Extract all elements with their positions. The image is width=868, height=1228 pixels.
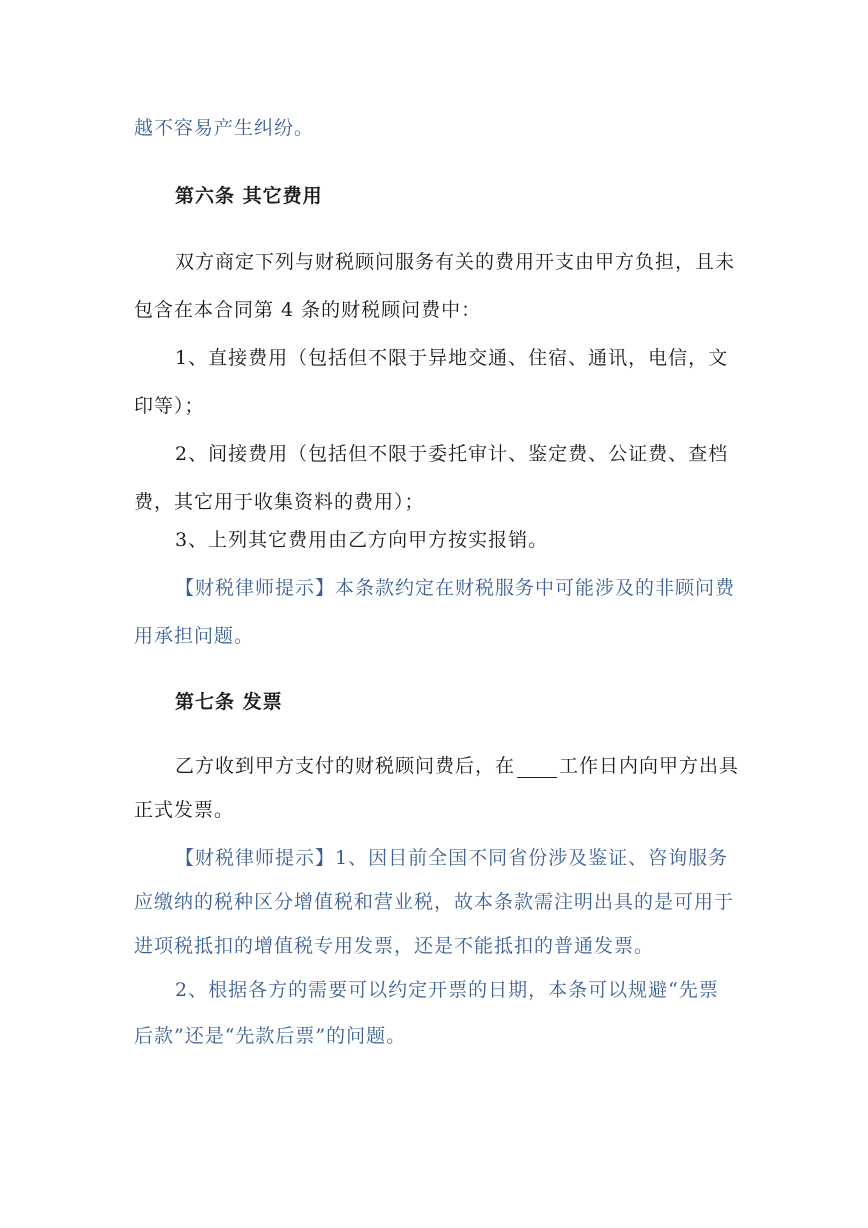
lawyer-note-line: 进项税抵扣的增值税专用发票，还是不能抵扣的普通发票。 — [134, 935, 655, 957]
paragraph-line: 费，其它用于收集资料的费用）； — [134, 491, 425, 513]
lawyer-note-line: 后款”还是“先款后票”的问题。 — [134, 1025, 407, 1047]
list-item-direct-costs: 1、直接费用（包括但不限于异地交通、住宿、通讯，电信，文 — [175, 347, 729, 369]
paragraph-line: 正式发票。 — [134, 799, 235, 821]
lawyer-note: 【财税律师提示】1、因目前全国不同省份涉及鉴证、咨询服务 — [175, 847, 729, 869]
list-item-indirect-costs: 2、间接费用（包括但不限于委托审计、鉴定费、公证费、查档 — [175, 443, 729, 465]
fill-in-blank[interactable] — [517, 757, 557, 778]
paragraph-line — [175, 754, 739, 778]
section-heading-article-6: 第六条 其它费用 — [175, 185, 323, 207]
text-segment: 工作日内向甲方出具 — [559, 755, 740, 777]
paragraph-line: 印等）； — [134, 395, 205, 417]
lawyer-note-line: 用承担问题。 — [134, 625, 255, 647]
paragraph-line: 包含在本合同第 4 条的财税顾问费中： — [134, 299, 482, 321]
text-segment: 乙方收到甲方支付的财税顾问费后，在 — [175, 755, 516, 777]
lawyer-note-line: 应缴纳的税种区分增值税和营业税，故本条款需注明出具的是可用于 — [134, 891, 735, 913]
paragraph-line: 双方商定下列与财税顾问服务有关的费用开支由甲方负担，且未 — [175, 251, 736, 273]
lawyer-note: 【财税律师提示】本条款约定在财税服务中可能涉及的非顾问费 — [175, 577, 736, 599]
paragraph-line: 越不容易产生纠纷。 — [134, 117, 315, 139]
lawyer-note-line: 2、根据各方的需要可以约定开票的日期，本条可以规避“先票 — [175, 979, 719, 1001]
list-item-reimbursement: 3、上列其它费用由乙方向甲方按实报销。 — [175, 529, 549, 551]
section-heading-article-7: 第七条 发票 — [175, 691, 283, 713]
